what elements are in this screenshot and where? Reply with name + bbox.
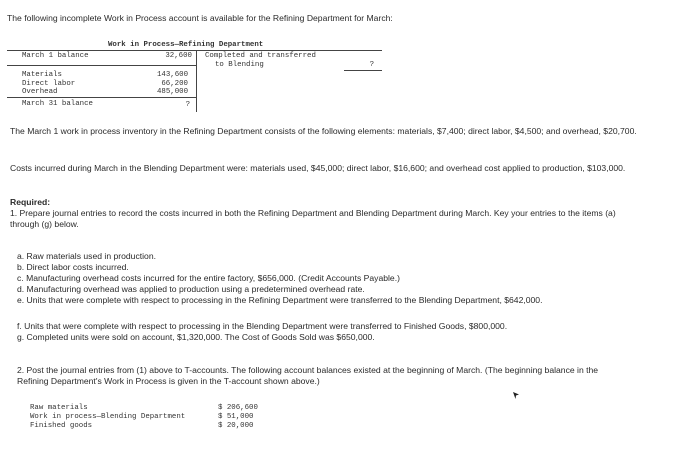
item-f: f. Units that were complete with respect to processing in the Blending Department were transferred to Finished Goods, $800,000. <box>17 321 508 331</box>
blending-costs-text: Costs incurred during March in the Blending Department were: materials used, $45,000; direct labor, $16,600; and overhead cost applied to production, $103,000. <box>10 163 626 173</box>
refining-composition-text: The March 1 work in process inventory in the Refining Department consists of the following elements: materials, $7,400; direct labor, $4,500; and overhead, $20,700. <box>10 126 637 136</box>
t-left-subtotal-rule-1 <box>7 65 196 66</box>
item-d: d. Manufacturing overhead was applied to production using a predetermined overhead rate. <box>17 284 365 294</box>
t-left-subtotal-rule-2 <box>7 97 196 98</box>
t-left-label-0: March 1 balance <box>22 52 89 60</box>
t-account-divider <box>196 50 197 112</box>
balance-value-1: $ 51,000 <box>218 413 254 421</box>
t-right-total-rule <box>344 70 382 71</box>
t-right-label-1: Completed and transferred <box>205 52 316 60</box>
balance-value-2: $ 20,000 <box>218 422 254 430</box>
t-account-top-rule <box>7 50 382 51</box>
balance-value-0: $ 206,600 <box>218 404 258 412</box>
t-left-value-2: 66,200 <box>161 79 188 88</box>
balance-label-1: Work in process—Blending Department <box>30 413 186 421</box>
t-right-value: ? <box>369 61 374 69</box>
t-left-label-3: Overhead <box>22 88 58 96</box>
balance-label-2: Finished goods <box>30 422 93 430</box>
intro-text: The following incomplete Work in Process account is available for the Refining Department for March: <box>7 13 393 23</box>
t-left-label-2: Direct labor <box>22 79 76 88</box>
t-left-label-4: March 31 balance <box>22 100 93 108</box>
required-heading: Required: <box>10 197 51 207</box>
t-left-label-1: Materials <box>22 71 62 79</box>
t-left-value-1: 143,600 <box>156 71 188 79</box>
required-2-text: 2. Post the journal entries from (1) above to T-accounts. The following account balances existed at the beginning of March. (The beginning balance in the Refining Department's Work in Process is given in the T-account shown above.) <box>17 365 599 386</box>
item-a: a. Raw materials used in production. <box>17 251 157 261</box>
item-g: g. Completed units were sold on account, $1,320,000. The Cost of Goods Sold was $650,000. <box>17 332 375 342</box>
balance-label-0: Raw materials <box>30 404 88 412</box>
item-e: e. Units that were complete with respect to processing in the Refining Department were transferred to the Blending Department, $642,000. <box>17 295 543 305</box>
t-left-value-0: 32,600 <box>165 52 192 60</box>
t-left-value-3: 485,000 <box>156 88 188 96</box>
item-c: c. Manufacturing overhead costs incurred for the entire factory, $656,000. (Credit Accounts Payable.) <box>17 273 400 283</box>
required-1-text: 1. Prepare journal entries to record the costs incurred in both the Refining Department and Blending Department during March. Key your entries to the items (a) through (g) below. <box>10 208 616 229</box>
t-left-value-4: ? <box>185 101 190 109</box>
item-b: b. Direct labor costs incurred. <box>17 262 129 272</box>
t-account-title: Work in Process—Refining Department <box>108 41 264 49</box>
t-right-label-2: to Blending <box>215 61 264 69</box>
cursor-arrow-icon <box>512 391 520 400</box>
